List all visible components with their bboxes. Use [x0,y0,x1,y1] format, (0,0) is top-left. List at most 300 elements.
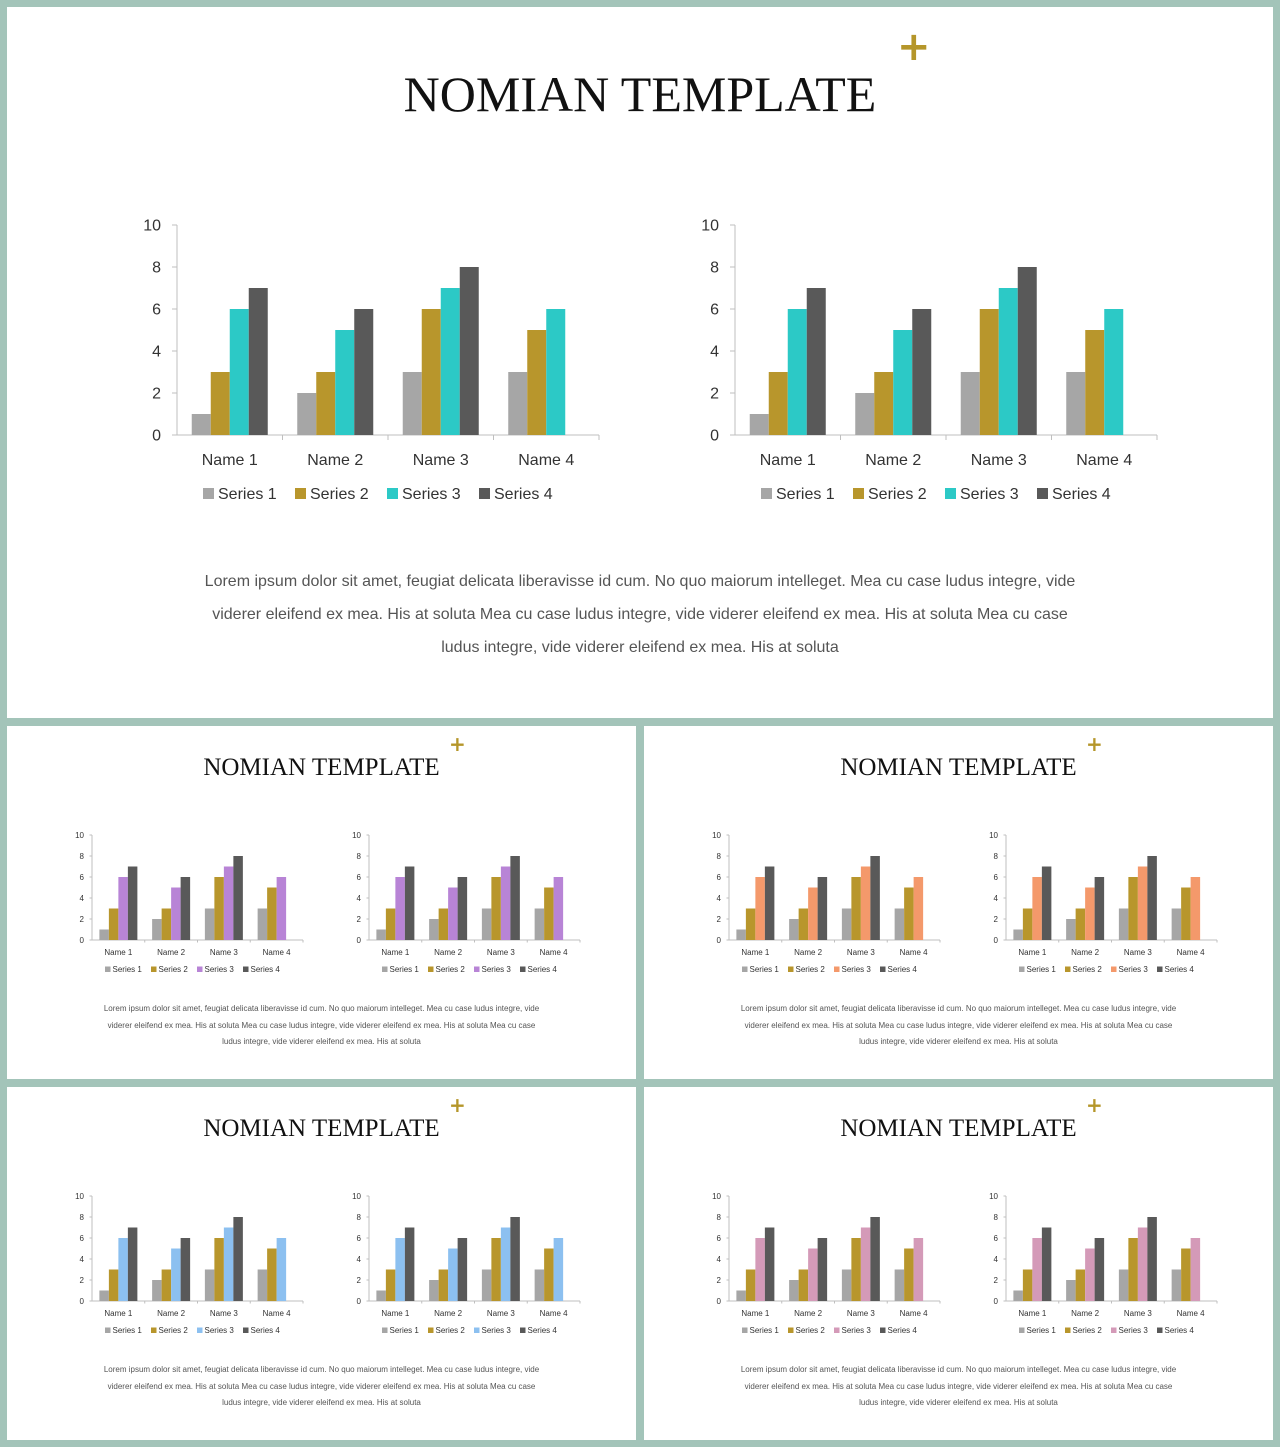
bar [1066,1280,1076,1301]
bar [1085,1249,1095,1302]
legend-swatch [243,1328,249,1334]
legend-label: Series 4 [250,965,280,974]
y-tick-label: 0 [716,1296,721,1306]
y-tick-label: 2 [356,1275,361,1285]
bar [439,909,449,941]
x-tick-label: Name 2 [307,452,364,469]
bar [162,1270,172,1302]
legend-swatch [479,488,490,499]
legend-swatch [382,967,388,973]
bar [354,309,373,435]
plus-icon: + [1086,732,1103,756]
y-tick-label: 10 [989,830,998,840]
bar [508,372,527,435]
y-tick-label: 10 [352,1191,361,1201]
bar [405,867,415,941]
bar [1147,1217,1157,1301]
legend-label: Series 2 [1072,965,1102,974]
bar-chart-right [677,207,1167,507]
legend-label: Series 1 [749,1326,779,1335]
slide-title: NOMIAN TEMPLATE [840,1115,1077,1142]
legend-label: Series 4 [494,486,553,503]
bar-chart-left [63,1187,308,1337]
bar [799,909,809,941]
bar [807,288,826,435]
bar [181,877,191,940]
bar [818,1238,828,1301]
legend-swatch [203,488,214,499]
bar [1172,909,1182,941]
bar [870,856,880,940]
bar [1085,330,1104,435]
bar [482,909,492,941]
caption-line: viderer eleifend ex mea. His at soluta Mea cu case ludus integre, vide viderer eleifend ex mea. His at soluta Mea cu case [107,1381,536,1391]
y-tick-label: 0 [993,935,998,945]
bar [961,372,980,435]
legend-swatch [105,1328,111,1334]
legend-swatch [428,967,434,973]
bar [736,930,746,941]
bar [904,1249,914,1302]
bar [1032,1238,1042,1301]
y-tick-label: 2 [79,914,84,924]
bar [233,856,243,940]
y-tick-label: 0 [710,427,719,445]
legend-label: Series 1 [776,486,835,503]
slide-caption [644,1001,1273,1051]
bar [1138,1228,1148,1302]
slide-purple[interactable] [7,726,636,1079]
bar [386,1270,396,1302]
bar [765,1228,775,1302]
slide-title: NOMIAN TEMPLATE [403,66,877,122]
bar [510,856,520,940]
bar [458,877,468,940]
y-tick-label: 4 [993,1254,998,1264]
bar [1128,1238,1138,1301]
bar [1095,877,1105,940]
legend-label: Series 4 [887,965,917,974]
y-tick-label: 4 [710,343,719,361]
y-tick-label: 8 [79,1212,84,1222]
legend-label: Series 1 [218,486,277,503]
slide-title: NOMIAN TEMPLATE [203,1115,440,1142]
bar [755,877,765,940]
legend-label: Series 2 [435,1326,465,1335]
bar [258,1270,268,1302]
plus-icon: + [449,732,466,756]
bar [999,288,1018,435]
bar [546,309,565,435]
y-tick-label: 0 [993,1296,998,1306]
legend-label: Series 3 [841,965,871,974]
bar [799,1270,809,1302]
y-tick-label: 8 [152,259,161,277]
bar [267,1249,277,1302]
x-tick-label: Name 4 [539,1309,568,1318]
y-tick-label: 2 [993,914,998,924]
y-tick-label: 10 [712,830,721,840]
x-tick-label: Name 2 [157,948,186,957]
legend-label: Series 2 [795,1326,825,1335]
bar [297,393,316,435]
legend-swatch [474,967,480,973]
bar-chart-left [700,826,945,976]
x-tick-label: Name 2 [1071,1309,1100,1318]
bar [736,1291,746,1302]
bar [171,1249,181,1302]
y-tick-label: 10 [701,217,719,235]
y-tick-label: 8 [356,851,361,861]
slide-title: NOMIAN TEMPLATE [203,754,440,781]
x-tick-label: Name 4 [1176,1309,1205,1318]
x-tick-label: Name 1 [381,948,410,957]
x-tick-label: Name 3 [209,1309,238,1318]
legend-label: Series 2 [435,965,465,974]
bar-chart-right [977,1187,1222,1337]
legend-label: Series 4 [1052,486,1111,503]
legend-label: Series 4 [1164,1326,1194,1335]
bar [277,877,287,940]
bar [544,888,554,941]
legend-swatch [1157,1328,1163,1334]
caption-line: viderer eleifend ex mea. His at soluta Mea cu case ludus integre, vide viderer eleifend ex mea. His at soluta Mea cu case [744,1381,1173,1391]
x-tick-label: Name 2 [157,1309,186,1318]
x-tick-label: Name 2 [794,1309,823,1318]
y-tick-label: 4 [993,893,998,903]
bar [510,1217,520,1301]
bar [789,919,799,940]
y-tick-label: 0 [356,935,361,945]
y-tick-label: 6 [152,301,161,319]
bar [1076,909,1086,941]
x-tick-label: Name 2 [434,948,463,957]
x-tick-label: Name 4 [1176,948,1205,957]
slide-caption [7,1362,636,1412]
slide-orange[interactable] [644,726,1273,1079]
bar [912,309,931,435]
x-tick-label: Name 1 [741,948,770,957]
x-tick-label: Name 3 [209,948,238,957]
bar [1191,877,1201,940]
y-tick-label: 4 [356,893,361,903]
bar [1066,919,1076,940]
bar [1191,1238,1201,1301]
legend-swatch [151,967,157,973]
y-tick-label: 4 [152,343,161,361]
legend-swatch [387,488,398,499]
legend-label: Series 1 [389,1326,419,1335]
bar [491,877,501,940]
bar [808,1249,818,1302]
y-tick-label: 6 [356,1233,361,1243]
bar [458,1238,468,1301]
legend-swatch [742,1328,748,1334]
bar [249,288,268,435]
caption-line: ludus integre, vide viderer eleifend ex mea. His at soluta [859,1037,1058,1046]
bar [99,930,109,941]
legend-label: Series 2 [1072,1326,1102,1335]
y-tick-label: 6 [716,872,721,882]
bar [448,1249,458,1302]
bar [224,1228,234,1302]
bar [118,877,128,940]
bar [211,372,230,435]
bar [422,309,441,435]
caption-line: Lorem ipsum dolor sit amet, feugiat delicata liberavisse id cum. No quo maiorum intelleget. Mea cu case ludus integre, vide [103,1365,540,1374]
legend-swatch [834,967,840,973]
legend-label: Series 3 [481,1326,511,1335]
bar [1076,1270,1086,1302]
y-tick-label: 10 [75,1191,84,1201]
bar [439,1270,449,1302]
y-tick-label: 10 [75,830,84,840]
bar [1085,888,1095,941]
legend-label: Series 1 [389,965,419,974]
x-tick-label: Name 1 [1018,948,1047,957]
bar [376,1291,386,1302]
legend-swatch [382,1328,388,1334]
y-tick-label: 0 [79,935,84,945]
bar [316,372,335,435]
bar [403,372,422,435]
bar [405,1228,415,1302]
legend-label: Series 3 [402,486,461,503]
x-tick-label: Name 1 [104,1309,133,1318]
bar [152,919,162,940]
y-tick-label: 0 [79,1296,84,1306]
bar [1138,867,1148,941]
bar [895,1270,905,1302]
y-tick-label: 8 [710,259,719,277]
legend-swatch [1019,1328,1025,1334]
bar [1018,267,1037,435]
x-tick-label: Name 1 [381,1309,410,1318]
bar [171,888,181,941]
bar-chart-left [63,826,308,976]
x-tick-label: Name 4 [262,948,291,957]
slide-caption [7,1001,636,1051]
bar [842,1270,852,1302]
bar [527,330,546,435]
legend-swatch [1111,1328,1117,1334]
y-tick-label: 0 [716,935,721,945]
bar [554,877,564,940]
y-tick-label: 6 [79,872,84,882]
bar [214,1238,224,1301]
bar [1013,930,1023,941]
legend-label: Series 1 [1026,965,1056,974]
bar [750,414,769,435]
y-tick-label: 10 [712,1191,721,1201]
x-tick-label: Name 3 [486,948,515,957]
bar [788,309,807,435]
legend-swatch [788,1328,794,1334]
legend-swatch [1111,967,1117,973]
y-tick-label: 6 [356,872,361,882]
legend-swatch [474,1328,480,1334]
legend-label: Series 1 [749,965,779,974]
bar [746,909,756,941]
y-tick-label: 4 [716,893,721,903]
legend-label: Series 3 [204,965,234,974]
legend-label: Series 2 [158,1326,188,1335]
legend-swatch [520,967,526,973]
legend-label: Series 1 [112,965,142,974]
x-tick-label: Name 1 [104,948,133,957]
bar [1066,372,1085,435]
bar [441,288,460,435]
y-tick-label: 0 [356,1296,361,1306]
bar [544,1249,554,1302]
bar [851,1238,861,1301]
bar [1147,856,1157,940]
caption-line: viderer eleifend ex mea. His at soluta Mea cu case ludus integre, vide viderer eleifend ex mea. His at soluta Mea cu case [107,1020,536,1030]
bar [1023,1270,1033,1302]
bar-chart-right [340,1187,585,1337]
bar [914,877,924,940]
x-tick-label: Name 1 [759,452,816,469]
legend-swatch [742,967,748,973]
x-tick-label: Name 2 [1071,948,1100,957]
legend-label: Series 2 [310,486,369,503]
bar [267,888,277,941]
slide-caption [644,1362,1273,1412]
y-tick-label: 10 [143,217,161,235]
y-tick-label: 8 [716,851,721,861]
plus-icon: + [897,24,931,70]
bar [1042,1228,1052,1302]
slide-pink[interactable] [644,1087,1273,1440]
bar [808,888,818,941]
bar [335,330,354,435]
bar [395,877,405,940]
x-tick-label: Name 1 [1018,1309,1047,1318]
bar [1013,1291,1023,1302]
x-tick-label: Name 1 [201,452,258,469]
bar [277,1238,287,1301]
bar [914,1238,924,1301]
bar [789,1280,799,1301]
y-tick-label: 2 [716,914,721,924]
bar [1172,1270,1182,1302]
legend-swatch [945,488,956,499]
bar [746,1270,756,1302]
bar [1095,1238,1105,1301]
bar [554,1238,564,1301]
bar [861,867,871,941]
x-tick-label: Name 4 [1076,452,1133,469]
legend-swatch [295,488,306,499]
x-tick-label: Name 2 [865,452,922,469]
bar [1042,867,1052,941]
y-tick-label: 10 [989,1191,998,1201]
legend-label: Series 3 [1118,965,1148,974]
bar [395,1238,405,1301]
bar [535,1270,545,1302]
bar [491,1238,501,1301]
bar [904,888,914,941]
y-tick-label: 8 [79,851,84,861]
bar [501,1228,511,1302]
caption-line: ludus integre, vide viderer eleifend ex mea. His at soluta [222,1398,421,1407]
slide-blue[interactable] [7,1087,636,1440]
legend-swatch [880,967,886,973]
bar [192,414,211,435]
bar [233,1217,243,1301]
legend-swatch [834,1328,840,1334]
x-tick-label: Name 3 [412,452,469,469]
y-tick-label: 6 [993,872,998,882]
legend-swatch [1065,967,1071,973]
y-tick-label: 6 [710,301,719,319]
legend-label: Series 3 [960,486,1019,503]
legend-swatch [1019,967,1025,973]
x-tick-label: Name 3 [1123,948,1152,957]
y-tick-label: 2 [79,1275,84,1285]
bar [874,372,893,435]
y-tick-label: 6 [79,1233,84,1243]
y-tick-label: 2 [152,385,161,403]
bar [980,309,999,435]
x-tick-label: Name 3 [846,948,875,957]
bar [1181,888,1191,941]
bar [224,867,234,941]
legend-label: Series 3 [481,965,511,974]
legend-label: Series 4 [1164,965,1194,974]
x-tick-label: Name 1 [741,1309,770,1318]
caption-line: ludus integre, vide viderer eleifend ex mea. His at soluta [441,639,839,656]
legend-label: Series 4 [887,1326,917,1335]
bar [842,909,852,941]
legend-swatch [520,1328,526,1334]
bar [230,309,249,435]
bar [205,1270,215,1302]
legend-label: Series 2 [795,965,825,974]
bar-chart-right [340,826,585,976]
caption-line: Lorem ipsum dolor sit amet, feugiat delicata liberavisse id cum. No quo maiorum intelleget. Mea cu case ludus integre, vide [740,1365,1177,1374]
x-tick-label: Name 3 [1123,1309,1152,1318]
legend-swatch [1065,1328,1071,1334]
bar [870,1217,880,1301]
y-tick-label: 2 [716,1275,721,1285]
y-tick-label: 2 [710,385,719,403]
bar [1023,909,1033,941]
bar [1128,877,1138,940]
legend-label: Series 2 [868,486,927,503]
caption-line: Lorem ipsum dolor sit amet, feugiat delicata liberavisse id cum. No quo maiorum intelleget. Mea cu case ludus integre, vide [740,1004,1177,1013]
y-tick-label: 8 [356,1212,361,1222]
plus-icon: + [449,1093,466,1117]
bar [128,867,138,941]
bar [118,1238,128,1301]
bar [895,909,905,941]
bar [769,372,788,435]
y-tick-label: 0 [152,427,161,445]
bar [162,909,172,941]
legend-label: Series 3 [841,1326,871,1335]
legend-swatch [880,1328,886,1334]
bar [386,909,396,941]
y-tick-label: 4 [716,1254,721,1264]
slide-main[interactable] [7,7,1273,718]
bar [205,909,215,941]
y-tick-label: 2 [993,1275,998,1285]
plus-icon: + [1086,1093,1103,1117]
bar [1119,1270,1129,1302]
legend-label: Series 4 [527,965,557,974]
caption-line: ludus integre, vide viderer eleifend ex mea. His at soluta [859,1398,1058,1407]
